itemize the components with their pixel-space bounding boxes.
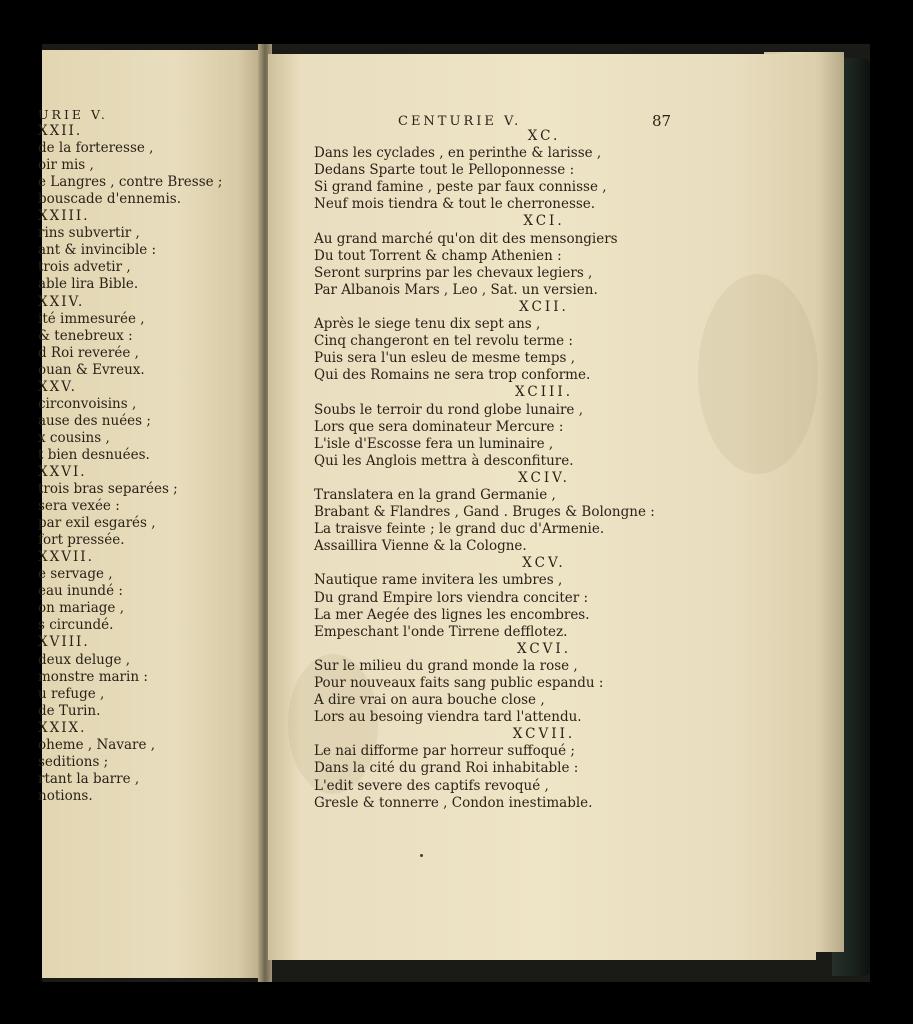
left-page-verse-line: ant & invincible : [38, 242, 157, 259]
left-page-verse-line: e Langres , contre Bresse ; [38, 174, 223, 191]
left-page-quatrain-number: XXVI. [38, 463, 87, 480]
left-page-verse-line: trois bras separées ; [38, 481, 178, 498]
left-page-verse-line: e servage , [38, 566, 113, 583]
left-page-quatrain-number: XVIII. [38, 634, 90, 651]
right-page-verse-line: Dedans Sparte tout le Pelloponnesse : [314, 162, 575, 179]
left-page-verse-line: rtant la barre , [38, 770, 140, 787]
right-page [268, 54, 816, 960]
left-page-verse-line: u refuge , [38, 685, 105, 702]
left-page-verse-line: monstre marin : [38, 668, 148, 685]
right-page-verse-line: Lors au besoing viendra tard l'attendu. [314, 709, 582, 726]
left-page-verse-line: seditions ; [38, 753, 109, 770]
left-page-verse-line: de la forteresse , [38, 140, 154, 157]
right-page-verse-line: Dans les cyclades , en perinthe & larisse , [314, 145, 602, 162]
right-page-verse-line: Puis sera l'un esleu de mesme temps , [314, 350, 576, 367]
right-page-verse-line: Lors que sera dominateur Mercure : [314, 418, 564, 435]
right-page-verse-line: Qui des Romains ne sera trop conforme. [314, 367, 591, 384]
right-page-verse-line: Cinq changeront en tel revolu terme : [314, 333, 573, 350]
left-page-verse-line: par exil esgarés , [38, 515, 156, 532]
right-page-verse-line: La mer Aegée des lignes les encombres. [314, 606, 590, 623]
right-page-verse-line: Par Albanois Mars , Leo , Sat. un versien. [314, 281, 598, 298]
left-page-verse-line: trois advetir , [38, 259, 131, 276]
right-page-verse-line: Translatera en la grand Germanie , [314, 486, 556, 503]
right-page-verse-line: Du grand Empire lors viendra conciter : [314, 589, 589, 606]
right-page-quatrain-number: XCVI. [516, 640, 572, 657]
right-page-verse-line: Sur le milieu du grand monde la rose , [314, 657, 578, 674]
right-page-quatrain-number: XCII. [519, 298, 569, 315]
right-page-verse-line: Assaillira Vienne & la Cologne. [314, 538, 527, 555]
right-page-verse-line: Du tout Torrent & champ Athenien : [314, 247, 562, 264]
left-page-verse-line: & tenebreux : [38, 327, 133, 344]
left-page-verse-line: rins subvertir , [38, 225, 140, 242]
right-page-verse-line: Nautique rame invitera les umbres , [314, 572, 563, 589]
left-page-quatrain-number: XXVII. [38, 549, 94, 566]
right-page-verse-line: Seront surprins par les chevaux legiers , [314, 264, 593, 281]
right-page-verse-line: Qui les Anglois mettra à desconfiture. [314, 452, 574, 469]
left-page-quatrain-number: XXV. [38, 378, 77, 395]
right-page-verse-line: Gresle & tonnerre , Condon inestimable. [314, 794, 593, 811]
right-page-verse-line: A dire vrai on aura bouche close , [314, 692, 545, 709]
left-page-verse-line: de Turin. [38, 702, 101, 719]
left-page-verse-line: ause des nuées ; [38, 412, 151, 429]
left-page-verse-line: on mariage , [38, 600, 124, 617]
right-page-verse-line: Dans la cité du grand Roi inhabitable : [314, 760, 579, 777]
left-page-verse-line: deux deluge , [38, 651, 131, 668]
left-page-verse-line: ouan & Evreux. [38, 361, 145, 378]
left-page-verse-line: x cousins , [38, 429, 110, 446]
right-page-verse-line: La traisve feinte ; le grand duc d'Armenie. [314, 521, 605, 538]
right-page-text [314, 128, 734, 812]
left-page-verse-line: oheme , Navare , [38, 736, 156, 753]
right-page-verse-line: Brabant & Flandres , Gand . Bruges & Bolongne : [314, 504, 655, 521]
right-page-verse-line: Neuf mois tiendra & tout le cherronesse. [314, 196, 596, 213]
left-page-verse-line: s circundé. [38, 617, 114, 634]
running-head: CENTURIE V. [398, 114, 522, 129]
right-page-quatrain-number: XCV. [522, 555, 566, 572]
left-page-verse-line: able lira Bible. [38, 276, 139, 293]
left-page-quatrain-number: XXIII. [38, 208, 90, 225]
left-page-verse-line: t bien desnuées. [38, 446, 150, 463]
left-page [38, 50, 264, 978]
left-page-verse-line: notions. [38, 787, 93, 804]
left-page-quatrain-number: XXII. [38, 123, 83, 140]
right-page-quatrain-number: XCIV. [518, 469, 570, 486]
left-page-verse-line: eau inundé : [38, 583, 123, 600]
left-page-text [38, 106, 270, 805]
left-page-running-head: URIE V. [38, 107, 108, 122]
right-page-verse-line: Après le siege tenu dix sept ans , [314, 316, 541, 333]
left-page-verse-line: fort pressée. [38, 532, 125, 549]
ink-speck [420, 854, 423, 857]
right-page-verse-line: L'edit severe des captifs revoqué , [314, 777, 549, 794]
right-page-verse-line: Pour nouveaux faits sang public espandu : [314, 675, 604, 691]
right-page-verse-line: L'isle d'Escosse fera un luminaire , [314, 435, 554, 452]
left-page-verse-line: sera vexée : [38, 498, 120, 515]
left-page-verse-line: oir mis , [38, 157, 94, 174]
right-page-quatrain-number: XCI. [523, 213, 565, 230]
left-page-quatrain-number: XXIV. [38, 293, 85, 310]
left-page-verse-line: circonvoisins , [38, 395, 137, 412]
page-number: 87 [652, 112, 672, 130]
open-book [38, 44, 870, 982]
right-page-verse-line: Le nai difforme par horreur suffoqué ; [314, 743, 575, 760]
right-page-verse-line: Soubs le terroir du rond globe lunaire , [314, 401, 583, 418]
right-page-quatrain-number: XC. [527, 128, 561, 144]
left-page-verse-line: d Roi reverée , [38, 344, 139, 361]
right-page-verse-line: Empeschant l'onde Tirrene defflotez. [314, 623, 568, 640]
left-page-verse-line: bouscade d'ennemis. [38, 191, 181, 208]
left-page-quatrain-number: XXIX. [38, 719, 87, 736]
right-page-verse-line: Si grand famine , peste par faux connisse , [314, 179, 607, 196]
right-page-quatrain-number: XCIII. [515, 384, 573, 401]
right-page-verse-line: Au grand marché qu'on dit des mensongiers [314, 230, 618, 247]
right-page-quatrain-number: XCVII. [512, 726, 576, 743]
left-page-verse-line: ité immesurée , [38, 310, 145, 327]
